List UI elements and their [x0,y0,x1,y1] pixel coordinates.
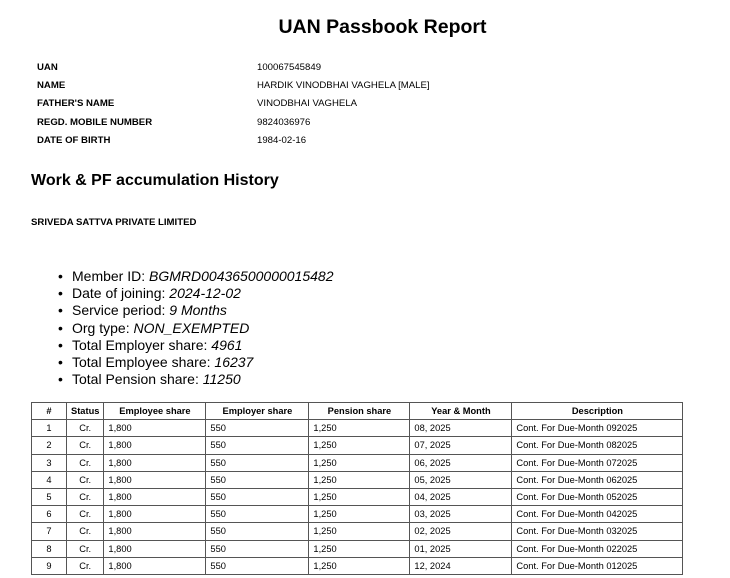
cell-status: Cr. [67,437,104,454]
cell-pension-share: 1,250 [309,540,410,557]
report-title: UAN Passbook Report [278,16,487,38]
cell-description: Cont. For Due-Month 072025 [512,454,683,471]
summary-value: 11250 [202,371,241,388]
cell-pension-share: 1,250 [309,506,410,523]
cell-employee-share: 1,800 [104,437,206,454]
cell-employer-share: 550 [206,471,309,488]
cell-pension-share: 1,250 [309,488,410,505]
info-value: 1984-02-16 [257,134,307,146]
cell-employer-share: 550 [206,506,309,523]
cell-status: Cr. [67,523,104,540]
cell-employee-share: 1,800 [104,557,206,574]
summary-value: BGMRD00436500000015482 [149,268,334,284]
table-row [32,420,683,437]
cell-employee-share: 1,800 [104,506,206,523]
cell-description: Cont. For Due-Month 032025 [512,523,683,540]
cell-employer-share: 550 [206,523,309,540]
summary-item-date-of-joining [58,285,334,302]
column-header: Employee share [104,403,206,420]
bullet-icon: • [58,371,63,388]
info-value: HARDIK VINODBHAI VAGHELA [MALE] [257,80,430,92]
cell-year-month: 06, 2025 [410,454,512,471]
info-label: DATE OF BIRTH [37,134,111,146]
table-row [32,454,683,471]
summary-label: Total Employer share: [72,336,212,353]
bullet-icon: • [58,268,63,284]
summary-label: Member ID: [72,268,150,284]
summary-label: Total Pension share: [72,371,203,388]
cell-year-month: 07, 2025 [410,437,512,454]
table-row [32,540,683,557]
info-value: 100067545849 [257,62,322,73]
cell-employer-share: 550 [206,454,309,471]
table-header-row [32,403,683,420]
cell-year-month: 05, 2025 [410,471,512,488]
cell-employer-share: 550 [206,420,309,437]
company-name: SRIVEDA SATTVA PRIVATE LIMITED [31,217,197,228]
cell-index: 1 [32,420,67,437]
bullet-icon: • [58,285,63,302]
summary-label: Total Employee share: [72,353,215,370]
cell-index: 9 [32,557,67,574]
info-label: NAME [37,80,66,92]
cell-status: Cr. [67,454,104,471]
cell-index: 8 [32,540,67,557]
cell-employee-share: 1,800 [104,471,206,488]
table-row [32,488,683,505]
info-label: UAN [37,62,58,73]
cell-index: 3 [32,454,67,471]
cell-year-month: 02, 2025 [410,523,512,540]
cell-status: Cr. [67,506,104,523]
info-label: REGD. MOBILE NUMBER [37,116,153,128]
cell-status: Cr. [67,540,104,557]
summary-value: 4961 [211,336,243,353]
summary-item-employer-share [58,337,334,354]
table-row [32,437,683,454]
bullet-icon: • [58,319,63,336]
cell-description: Cont. For Due-Month 022025 [512,540,683,557]
summary-value: 2024-12-02 [169,285,241,302]
summary-value: 16237 [214,353,254,370]
cell-index: 7 [32,523,67,540]
cell-employer-share: 550 [206,557,309,574]
cell-index: 5 [32,488,67,505]
cell-pension-share: 1,250 [309,420,410,437]
table-row [32,506,683,523]
cell-employer-share: 550 [206,488,309,505]
cell-pension-share: 1,250 [309,523,410,540]
cell-pension-share: 1,250 [309,471,410,488]
cell-description: Cont. For Due-Month 062025 [512,471,683,488]
member-summary-list [58,268,334,388]
summary-item-member-id [58,268,334,285]
info-value: 9824036976 [257,116,311,128]
column-header: Status [67,403,104,420]
cell-index: 2 [32,437,67,454]
cell-employee-share: 1,800 [104,488,206,505]
cell-status: Cr. [67,471,104,488]
cell-pension-share: 1,250 [309,557,410,574]
bullet-icon: • [58,353,63,370]
summary-value: NON_EXEMPTED [133,319,250,336]
summary-value: 9 Months [169,302,227,319]
cell-year-month: 04, 2025 [410,488,512,505]
summary-label: Date of joining: [72,285,170,302]
info-value: VINODBHAI VAGHELA [257,98,358,110]
table-row [32,557,683,574]
summary-item-pension-share [58,371,334,388]
cell-index: 6 [32,506,67,523]
column-header: Description [512,403,683,420]
table-row [32,471,683,488]
cell-description: Cont. For Due-Month 012025 [512,557,683,574]
bullet-icon: • [58,336,63,353]
column-header: # [32,403,67,420]
cell-employer-share: 550 [206,437,309,454]
column-header: Employer share [206,403,309,420]
cell-employee-share: 1,800 [104,454,206,471]
table-row [32,523,683,540]
column-header: Year & Month [410,403,512,420]
cell-employee-share: 1,800 [104,540,206,557]
cell-description: Cont. For Due-Month 092025 [512,420,683,437]
summary-label: Service period: [72,302,170,319]
column-header: Pension share [309,403,410,420]
cell-year-month: 03, 2025 [410,506,512,523]
cell-description: Cont. For Due-Month 042025 [512,506,683,523]
summary-item-service-period [58,302,334,319]
passbook-table [31,402,683,575]
cell-description: Cont. For Due-Month 082025 [512,437,683,454]
summary-item-employee-share [58,354,334,371]
cell-index: 4 [32,471,67,488]
bullet-icon: • [58,302,63,319]
cell-pension-share: 1,250 [309,437,410,454]
cell-status: Cr. [67,488,104,505]
info-label: FATHER'S NAME [37,98,115,110]
history-heading: Work & PF accumulation History [31,172,279,189]
cell-description: Cont. For Due-Month 052025 [512,488,683,505]
cell-status: Cr. [67,557,104,574]
cell-employee-share: 1,800 [104,420,206,437]
cell-year-month: 08, 2025 [410,420,512,437]
cell-year-month: 01, 2025 [410,540,512,557]
cell-employee-share: 1,800 [104,523,206,540]
cell-status: Cr. [67,420,104,437]
summary-label: Org type: [72,319,134,336]
cell-employer-share: 550 [206,540,309,557]
cell-pension-share: 1,250 [309,454,410,471]
summary-item-org-type [58,320,334,337]
cell-year-month: 12, 2024 [410,557,512,574]
